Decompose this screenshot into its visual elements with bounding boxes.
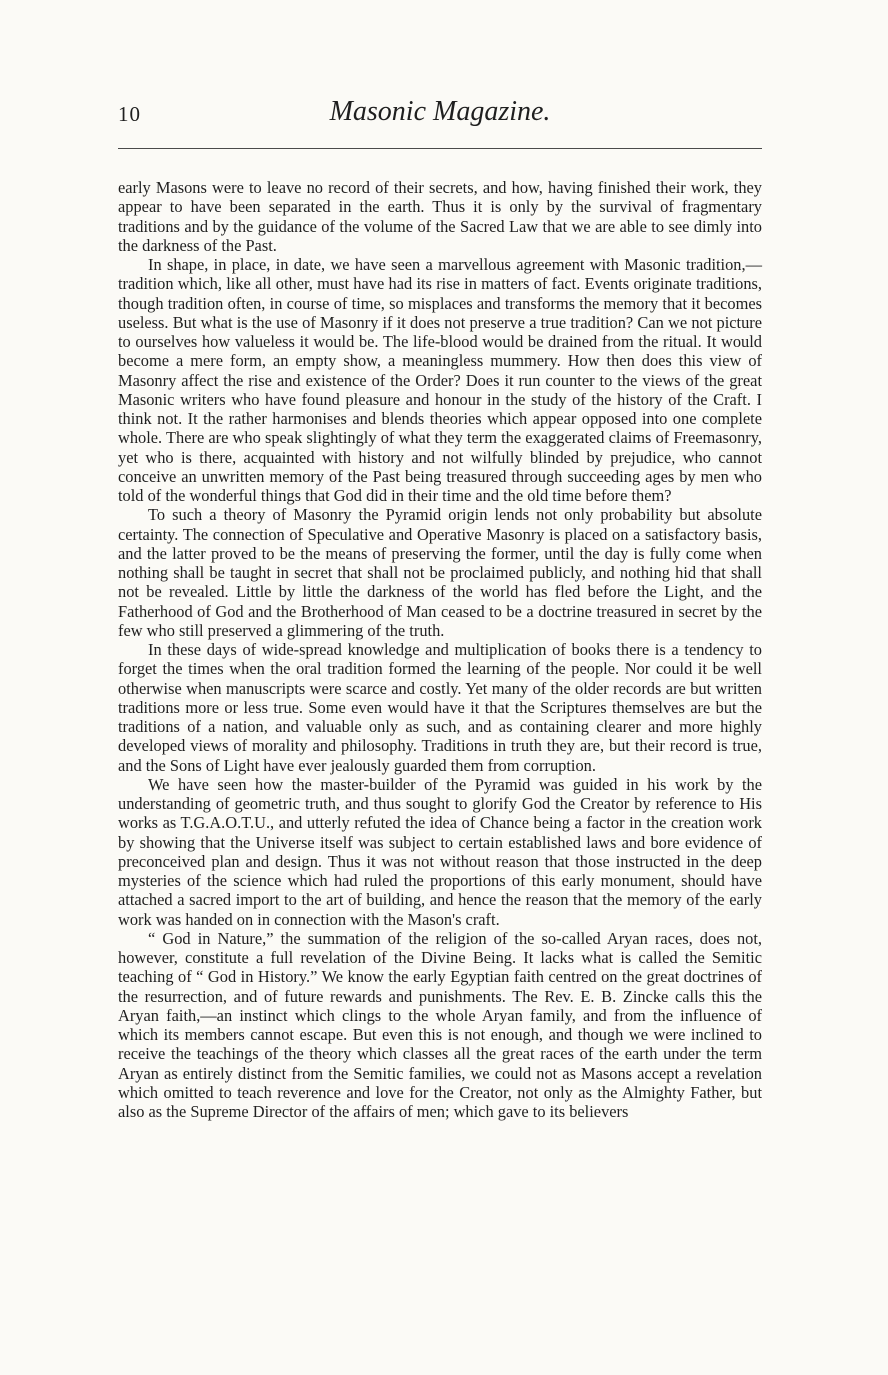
paragraph: We have seen how the master-builder of the Pyramid was guided in his work by the understanding of geometric truth, and thus sought to glorify God the Creator by reference to His works as T.G.A.O.T.U., and utterly refuted the idea of Chance being a factor in the creation work by showing that the Universe itself was subject to certain established laws and bore evidence of preconceived plan and design. Thus it was not without reason that those instructed in the deep mysteries of the science which had ruled the proportions of this early monument, should have attached a sacred import to the art of building, and hence the reason that the memory of the early work was handed on in connection with the Mason's craft. bbox=[118, 774, 762, 929]
article-body bbox=[118, 178, 762, 1121]
paragraph: early Masons were to leave no record of their secrets, and how, having finished their work, they appear to have been separated in the earth. Thus it is only by the survival of fragmentary traditions and by the guidance of the volume of the Sacred Law that we are able to see dimly into the darkness of the Past. bbox=[118, 178, 762, 255]
paragraph: In these days of wide-spread knowledge and multiplication of books there is a tendency to forget the times when the oral tradition formed the learning of the people. Nor could it be well otherwise when manuscripts were scarce and costly. Yet many of the older records are but written traditions more or less true. Some even would have it that the Scriptures themselves are but the traditions of a nation, and valuable only as such, and as containing clearer and more highly developed views of morality and philosophy. Traditions in truth they are, but their record is true, and the Sons of Light have ever jealously guarded them from corruption. bbox=[118, 640, 762, 775]
page-header bbox=[118, 88, 762, 132]
paragraph: To such a theory of Masonry the Pyramid origin lends not only probability but absolute certainty. The connection of Speculative and Operative Masonry is placed on a satisfactory basis, and the latter proved to be the means of preserving the former, until the day is fully come when nothing shall be taught in secret that shall not be proclaimed publicly, and nothing hid that shall not be revealed. Little by little the darkness of the world has fled before the Light, and the Fatherhood of God and the Brotherhood of Man ceased to be a doctrine treasured in secret by the few who still preserved a glimmering of the truth. bbox=[118, 505, 762, 640]
running-title: Masonic Magazine. bbox=[329, 96, 551, 127]
paragraph: “ God in Nature,” the summation of the religion of the so-called Aryan races, does not, however, constitute a full revelation of the Divine Being. It lacks what is called the Semitic teaching of “ God in History.” We know the early Egyptian faith centred on the great doctrines of the resurrection, and of future rewards and punishments. The Rev. E. B. Zincke calls this the Aryan faith,—an instinct which clings to the whole Aryan family, and from the influence of which its members cannot escape. But even this is not enough, and though we were inclined to receive the teachings of the theory which classes all the great races of the earth under the term Aryan as entirely distinct from the Semitic families, we could not as Masons accept a revelation which omitted to teach reverence and love for the Creator, not only as the Almighty Father, but also as the Supreme Director of the affairs of men; which gave to its believers bbox=[118, 928, 762, 1121]
header-rule bbox=[118, 148, 762, 149]
paragraph: In shape, in place, in date, we have seen a marvellous agreement with Masonic tradition,—tradition which, like all other, must have had its rise in matters of fact. Events originate traditions, though tradition often, in course of time, so misplaces and transforms the memory that it becomes useless. But what is the use of Masonry if it does not preserve a true tradition? Can we not picture to ourselves how valueless it would be. The life-blood would be drained from the ritual. It would become a mere form, an empty show, a meaningless mummery. How then does this view of Masonry affect the rise and existence of the Order? Does it run counter to the views of the great Masonic writers who have found pleasure and honour in the study of the history of the Craft. I think not. It the rather harmonises and blends theories which appear opposed into one complete whole. There are who speak slightingly of what they term the exaggerated claims of Freemasonry, yet who is there, acquainted with history and not wilfully blinded by prejudice, who cannot conceive an unwritten memory of the Past being treasured through succeeding ages by men who told of the wonderful things that God did in their time and the old time before them? bbox=[118, 255, 762, 505]
page-number: 10 bbox=[118, 102, 141, 126]
